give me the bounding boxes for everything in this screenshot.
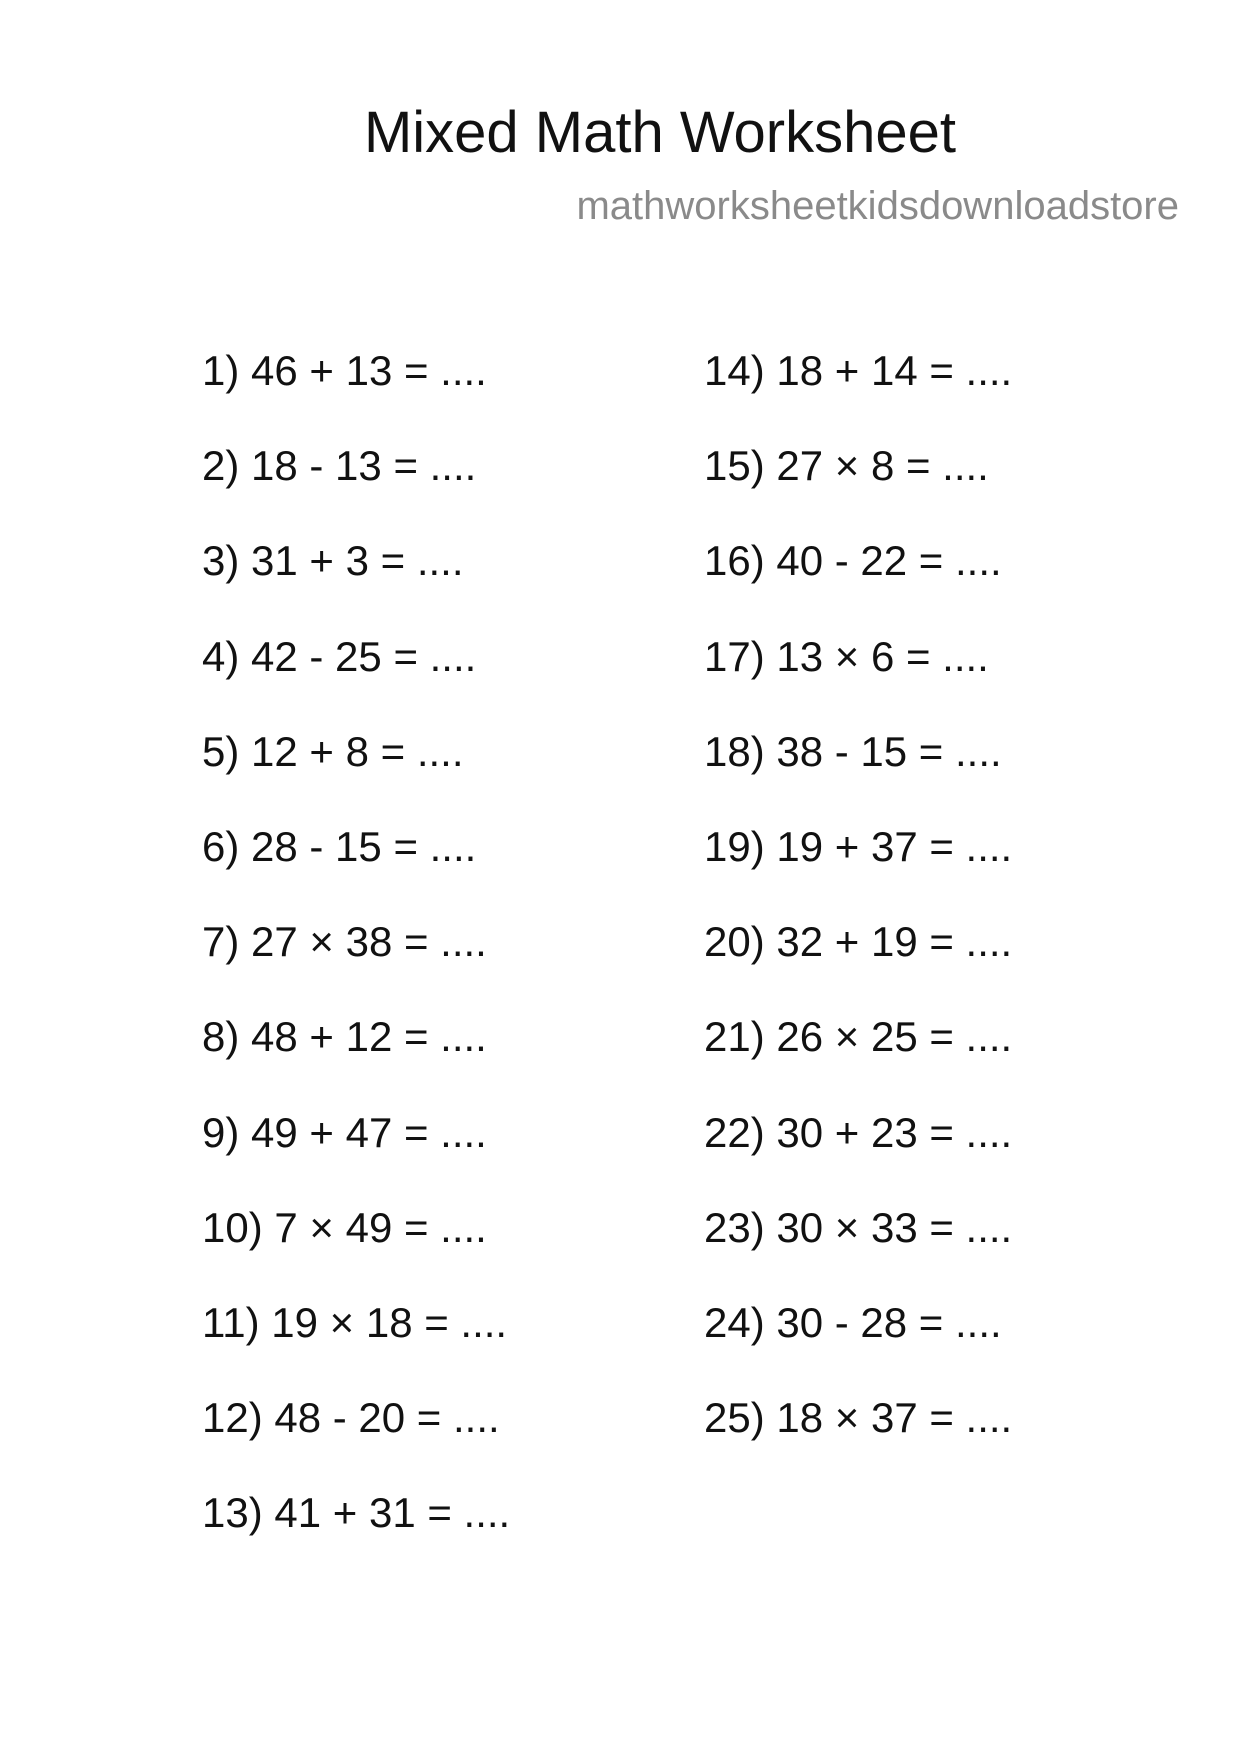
problem-8: 8) 48 + 12 = .... <box>202 1013 487 1061</box>
problem-21: 21) 26 × 25 = .... <box>704 1013 1013 1061</box>
problem-5: 5) 12 + 8 = .... <box>202 727 464 775</box>
problem-25: 25) 18 × 37 = .... <box>704 1394 1013 1442</box>
problem-16: 16) 40 - 22 = .... <box>704 537 1002 585</box>
problem-14: 14) 18 + 14 = .... <box>704 347 1013 394</box>
problem-1: 1) 46 + 13 = .... <box>202 347 487 394</box>
problem-20: 20) 32 + 19 = .... <box>704 918 1013 966</box>
page-title: Mixed Math Worksheet <box>363 100 957 165</box>
problem-6: 6) 28 - 15 = .... <box>202 822 477 870</box>
problem-2: 2) 18 - 13 = .... <box>202 442 477 490</box>
problem-12: 12) 48 - 20 = .... <box>202 1394 500 1442</box>
right-problem-column <box>704 347 1013 1492</box>
problem-17: 17) 13 × 6 = .... <box>704 632 989 680</box>
problem-13: 13) 41 + 31 = .... <box>202 1489 511 1537</box>
left-problem-column <box>202 347 511 1587</box>
problem-15: 15) 27 × 8 = .... <box>704 442 989 490</box>
problem-4: 4) 42 - 25 = .... <box>202 632 477 680</box>
problem-3: 3) 31 + 3 = .... <box>202 537 464 585</box>
problem-7: 7) 27 × 38 = .... <box>202 918 487 966</box>
problem-23: 23) 30 × 33 = .... <box>704 1203 1013 1251</box>
problem-19: 19) 19 + 37 = .... <box>704 822 1013 870</box>
problem-24: 24) 30 - 28 = .... <box>704 1298 1002 1346</box>
problem-9: 9) 49 + 47 = .... <box>202 1108 487 1156</box>
problem-11: 11) 19 × 18 = .... <box>202 1298 508 1346</box>
problem-10: 10) 7 × 49 = .... <box>202 1203 487 1251</box>
problem-22: 22) 30 + 23 = .... <box>704 1108 1013 1156</box>
problem-18: 18) 38 - 15 = .... <box>704 727 1002 775</box>
site-credit: mathworksheetkidsdownloadstore <box>576 184 1179 228</box>
